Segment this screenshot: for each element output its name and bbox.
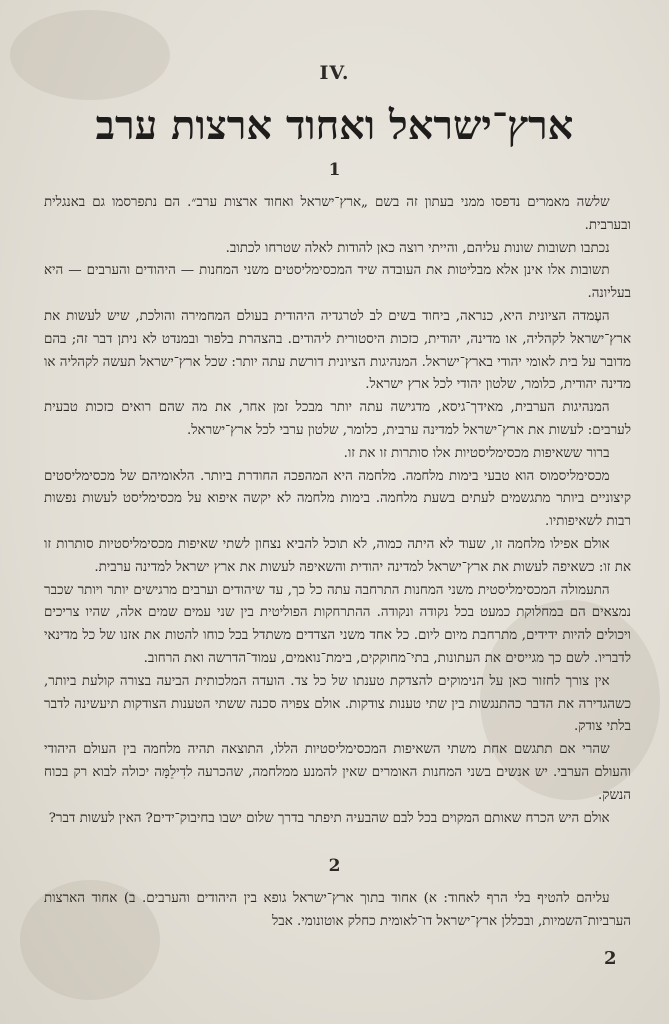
- paragraph: שהרי אם תתגשם אחת משתי השאיפות המכסימליסטיות הללו, התוצאה תהיה מלחמה בין העולם היהודי והעולם הערבי. יש אנשים בשני המחנות האומרים שאין להמנע ממלחמה, שהכרעה לדִילֵמָּה יכולה לבוא רק בכוח הנשק.: [44, 742, 631, 803]
- paragraph: ברור ששאיפות מכסימליסטיות אלו סותרות זו את זו.: [343, 445, 610, 461]
- main-text: [44, 192, 631, 830]
- section-2-text: [44, 888, 631, 934]
- page-number: 2: [604, 948, 617, 969]
- section-number-1: 1: [328, 160, 341, 180]
- paragraph: מכסימליסמוס הוא טבעי בימות מלחמה. מלחמה היא המהפכה החודרת ביותר. הלאומיהם של מכסימליסטים קיצוניים ביותר מתגשמים לעתים בשעת מלחמה. בימות מלחמה לא יקשה איפוא על מכסימליסט לעשות נפשות רבות לשאיפותיו.: [44, 468, 631, 530]
- paragraph: נכתבו תשובות שונות עליהם, והייתי רוצה כאן להודות לאלה שטרחו לכתוב.: [225, 240, 610, 256]
- paragraph: תשובות אלו אינן אלא מבליטות את העובדה שיד המכסימליסטים משני המחנות — היהודים והערבים — היא בעליונה.: [44, 263, 631, 302]
- paragraph: התעמולה המכסימליסטית משני המחנות התרחבה עתה כל כך, עד שיהודים וערבים מרגישים יותר ויותר שכבר נמצאים הם במחלוקת כמעט בכל נקודה ונקודה. ההתרחקות הפוליטית בין שני עמים שמים אלה, שהיו צריכים ויכולים להיות ידידים, מתרחבת מיום ליום. כל אחד משני הצדדים משתדל בכל כוחו להטות את אזנו של כל מדינאי לדבריו. לשם כך מגייסים את העתונות, בתי־מחוקקים, בימת־נואמים, עמוד־הדרשה ואת הרחוב.: [44, 582, 631, 666]
- paragraph: עליהם להטיף בלי הרף לאחוד: א) אחוד בתוך ארץ־ישראל גופא בין היהודים והערבים. ב) אחוד הארצות הערביות־השמיות, ובכללן ארץ־ישראל דו־לאומית כחלק אוטונומי. אבל: [44, 891, 631, 929]
- paragraph: אין צורך לחזור כאן על הנימוקים להצדקת טענתו של כל צד. הועדה המלכותית הביעה בצורה קולעת ביותר, כשהגדירה את הדבר כהתנגשות בין שתי טענות צודקות. אולם צפויה סכנה ששתי הטענות הצודקות תיעשינה לדבר בלתי צודק.: [44, 673, 631, 735]
- paragraph: אולם אפילו מלחמה זו, שעוד לא היתה כמוה, לא תוכל להביא נצחון לשתי שאיפות מכסימליסטיות סותרות זו את זו: כשאיפה לעשות את ארץ־ישראל למדינה יהודית והשאיפה לעשות את ארץ ישראל למדינה ערבית.: [44, 536, 631, 575]
- paragraph: המנהיגות הערבית, מאידך־גיסא, מדגישה עתה יותר מבכל זמן אחר, את מה שהם רואים כזכות טבעית לערבים: לעשות את ארץ־ישראל למדינה ערבית, כלומר, שלטון ערבי לכל ארץ־ישראל.: [44, 400, 631, 438]
- paragraph: אולם היש הכרח שאותם המקוים בכל לבם שהבעיה תיפתר בדרך שלום ישבו בחיבוק־ידים? האין לעשות דבר?: [48, 810, 610, 826]
- page-title: ארץ־ישראל ואחוד ארצות ערב: [95, 102, 574, 149]
- chapter-number: IV.: [319, 62, 350, 84]
- paragraph: העֶמדה הציונית היא, כנראה, ביחוד בשים לב לטרגדיה היהודית בעולם המחמירה והולכת, שיש לעשות את ארץ־ישראל לקהליה, או מדינה, יהודית, כזכות היסטורית ליהודים. בהצהרת בלפור ובמנדט לא ניתן דבר זה; בהם מדובר על בית לאומי יהודי בארץ־ישראל. המנהיגות הציונית דורשת עתה יותר: שכל ארץ־ישראל תעשה לקהליה או מדינה יהודית, כלומר, שלטון יהודי לכל ארץ ישראל.: [44, 308, 631, 393]
- section-number-2: 2: [328, 856, 341, 876]
- paragraph: שלשה מאמרים נדפסו ממני בעתון זה בשם „ארץ־ישראל ואחוד ארצות ערב״. הם נתפרסמו גם באנגלית ובערבית.: [44, 195, 631, 233]
